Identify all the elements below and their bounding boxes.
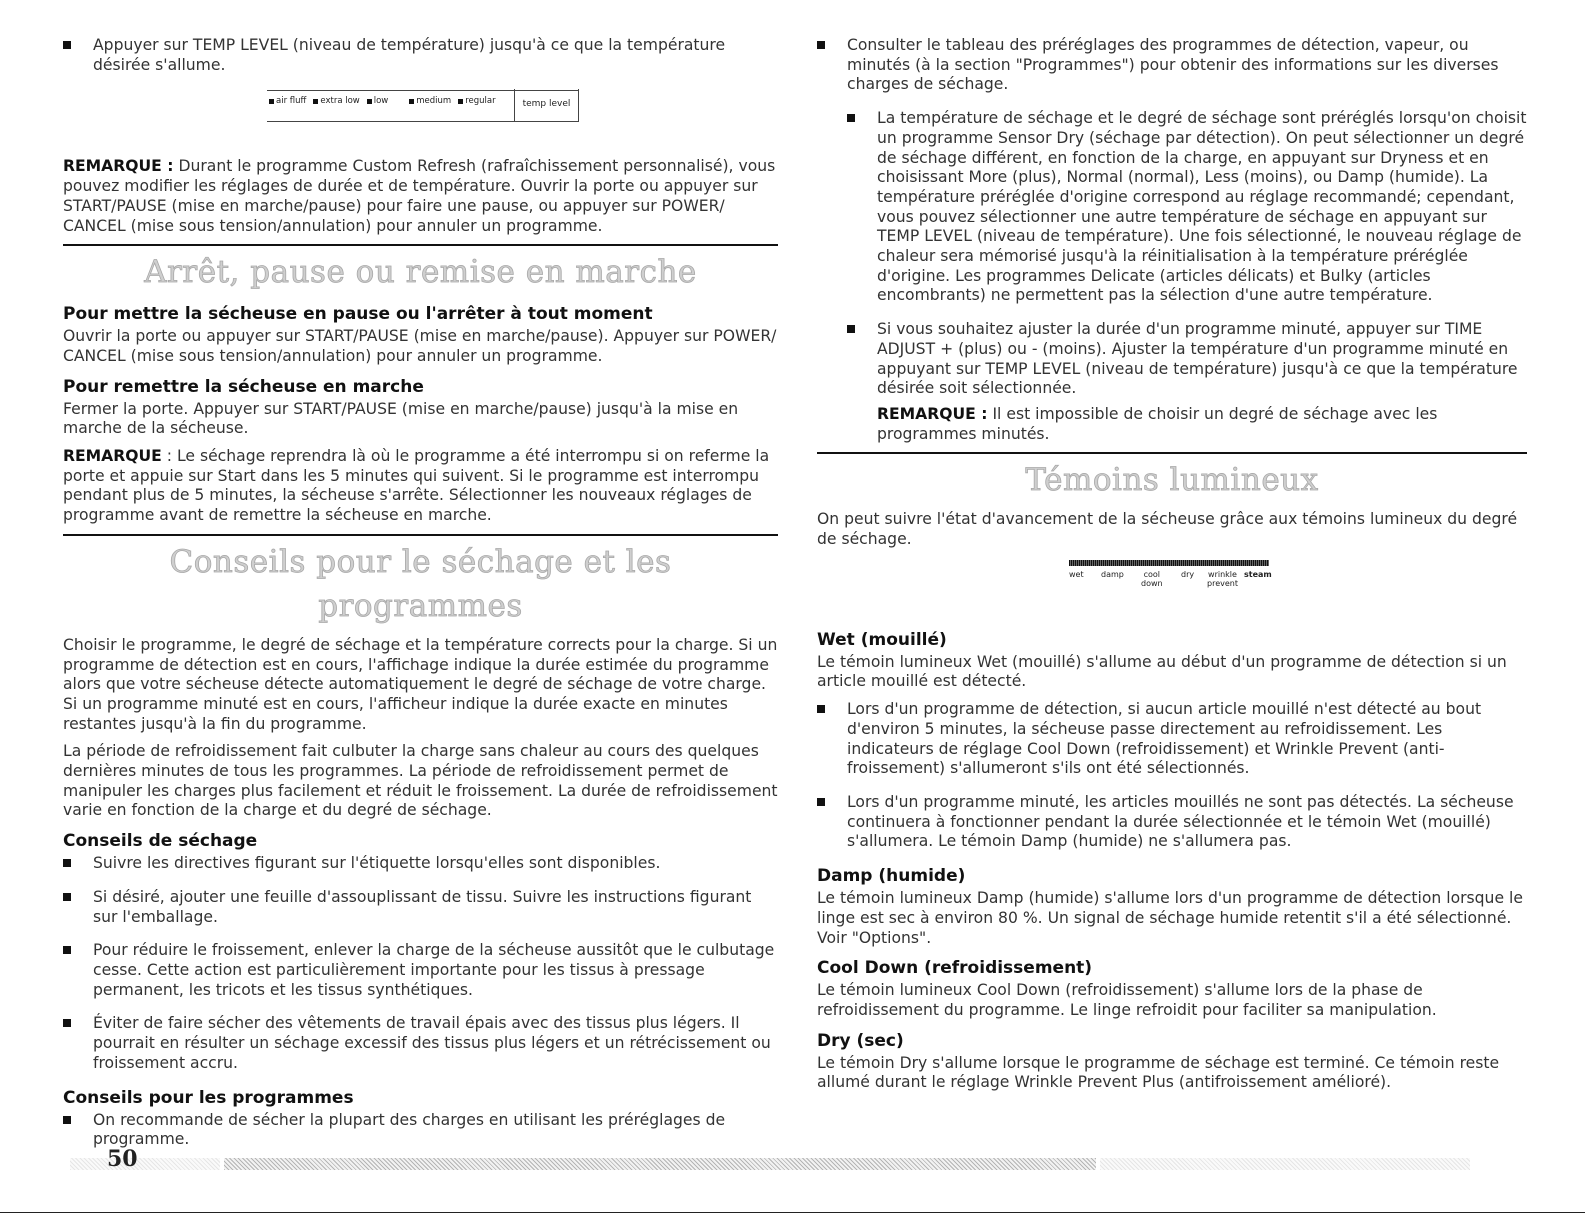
temp-option: regular: [458, 95, 495, 107]
temp-option: low: [367, 95, 389, 107]
list-item: Si désiré, ajouter une feuille d'assouplissant de tissu. Suivre les instructions figurant sur l'emballage.: [63, 888, 778, 927]
list-item: Lors d'un programme de détection, si aucun article mouillé n'est détecté au bout d'environ 5 minutes, la sécheuse passe directement au refroidissement. Les indicateurs de réglage Cool Down (refroidissement) et Wrinkle Prevent (anti-froissement) s'allumeront s'ils ont été sélectionnés.: [817, 700, 1527, 779]
status-label: dry: [1181, 569, 1195, 579]
bullet-square-icon: [847, 325, 855, 333]
paragraph: Le témoin lumineux Cool Down (refroidissement) s'allume lors de la phase de refroidissement du programme. Le linge refroidit pour faciliter sa manipulation.: [817, 981, 1437, 1019]
paragraph: Le témoin lumineux Damp (humide) s'allume lors d'un programme de détection lorsque le linge est sec à environ 80 %. Un signal de séchage humide retentit s'il a été sélectionné. Voir "Options".: [817, 889, 1523, 947]
list-item: Éviter de faire sécher des vêtements de travail épais avec des tissus plus légers. Il pourrait en résulter un séchage excessif des tissus plus légers et un rétrécissement ou froissement accru.: [63, 1014, 778, 1073]
subheading: Cool Down (refroidissement): [817, 958, 1093, 979]
indicator-dot-icon: [313, 99, 318, 104]
temp-level-options: [269, 95, 496, 107]
status-light-labels: [1069, 570, 1289, 600]
temp-option: extra low: [313, 95, 359, 107]
note-paragraph: REMARQUE : Durant le programme Custom Refresh (rafraîchissement personnalisé), vous pouvez modifier les réglages de durée et de température. Ouvrir la porte ou appuyer sur START/PAUSE (mise en marche/pause) pour faire une pause, ou appuyer sur POWER/ CANCEL (mise sous tension/annulation) pour annuler un programme.: [63, 157, 776, 235]
list-item: Si vous souhaitez ajuster la durée d'un programme minuté, appuyer sur TIME ADJUST + (plus) ou - (moins). Ajuster la température d'un programme minuté en appuyant sur TEMP LEVEL (niveau de température) jusqu'à ce que la température désirée soit sélectionnée.: [847, 320, 1527, 399]
status-label: steam: [1244, 569, 1272, 579]
paragraph: On peut suivre l'état d'avancement de la sécheuse grâce aux témoins lumineux du degré de séchage.: [817, 510, 1518, 549]
subheading: Conseils pour les programmes: [63, 1087, 354, 1108]
status-label: wrinkle prevent: [1207, 569, 1238, 588]
right-column: [817, 36, 1527, 1101]
section-title: Témoins lumineux: [1025, 462, 1319, 499]
note-paragraph: REMARQUE : Il est impossible de choisir un degré de séchage avec les programmes minutés.: [877, 404, 1438, 443]
list-item: Suivre les directives figurant sur l'étiquette lorsqu'elles sont disponibles.: [63, 854, 778, 874]
temp-level-panel: [63, 89, 778, 145]
list-item: Consulter le tableau des préréglages des programmes de détection, vapeur, ou minutés (à la section "Programmes") pour obtenir des informations sur les diverses charges de séchage.: [817, 36, 1527, 95]
indicator-dot-icon: [269, 99, 274, 104]
section-title: Arrêt, pause ou remise en marche: [144, 254, 697, 291]
bullet-square-icon: [847, 114, 855, 122]
section-divider: [63, 244, 778, 246]
status-label: wet: [1069, 569, 1084, 579]
list-item: La température de séchage et le degré de séchage sont préréglés lorsqu'on choisit un programme Sensor Dry (séchage par détection). On peut sélectionner un degré de séchage différent, en fonction de la charge, en appuyant sur Dryness et en choisissant More (plus), Normal (normal), Less (moins), ou Damp (humide). La température préréglée d'origine correspond au réglage recommandé; cependant, vous pouvez sélectionner une autre température de séchage en appuyant sur TEMP LEVEL (niveau de température). Une fois sélectionné, le nouveau réglage de chaleur sera mémorisé jusqu'à la réinitialisation à la température préréglée d'origine. Les programmes Delicate (articles délicats) et Bulky (articles encombrants) ne permettent pas la sélection d'une autre température.: [847, 109, 1527, 306]
subheading: Pour remettre la sécheuse en marche: [63, 376, 424, 397]
temp-level-button: temp level: [514, 89, 579, 122]
list-item: Pour réduire le froissement, enlever la charge de la sécheuse aussitôt que le culbutage cesse. Cette action est particulièrement importante pour les tissus à pressage permanent, les tricots et les tissus synthétiques.: [63, 941, 778, 1000]
note-paragraph: REMARQUE : Le séchage reprendra là où le programme a été interrompu si on referme la porte et appuie sur Start dans les 5 minutes qui suivent. Si le programme est interrompu pendant plus de 5 minutes, la sécheuse s'arrête. Sélectionner les nouveaux réglages de programme avant de remettre la sécheuse en marche.: [63, 447, 770, 525]
subheading: Damp (humide): [817, 866, 966, 887]
list-item: [63, 36, 778, 75]
left-column: [63, 36, 778, 1164]
subheading: Wet (mouillé): [817, 629, 947, 650]
subheading: Pour mettre la sécheuse en pause ou l'arrêter à tout moment: [63, 304, 653, 325]
status-lights-panel: [817, 558, 1527, 620]
footer-decoration: [224, 1158, 1096, 1170]
footer-decoration: [1100, 1158, 1470, 1170]
indicator-dot-icon: [367, 99, 372, 104]
bullet-square-icon: [817, 705, 825, 713]
temp-option: medium: [409, 95, 451, 107]
list-item: On recommande de sécher la plupart des charges en utilisant les préréglages de programme.: [63, 1111, 778, 1150]
footer-decoration: [70, 1158, 220, 1170]
bullet-square-icon: [63, 41, 71, 49]
section-divider: [63, 534, 778, 536]
bullet-square-icon: [63, 859, 71, 867]
bullet-square-icon: [63, 946, 71, 954]
status-light-bar: [1069, 560, 1269, 566]
bullet-square-icon: [63, 1019, 71, 1027]
bullet-square-icon: [63, 893, 71, 901]
status-label: cool down: [1141, 569, 1163, 588]
status-label: damp: [1101, 569, 1124, 579]
temp-option: air fluff: [269, 95, 306, 107]
section-divider: [817, 452, 1527, 454]
paragraph: Choisir le programme, le degré de séchage et la température corrects pour la charge. Si un programme de détection est en cours, l'affichage indique la durée estimée du programme alors que votre sécheuse détecte automatiquement le degré de séchage de votre charge. Si un programme minuté est en cours, l'afficheur indique la durée exacte en minutes restantes jusqu'à la fin du programme.: [63, 635, 778, 733]
bullet-square-icon: [63, 1116, 71, 1124]
subheading: Conseils de séchage: [63, 831, 258, 852]
list-item: Lors d'un programme minuté, les articles mouillés ne sont pas détectés. La sécheuse continuera à fonctionner pendant la durée sélectionnée et le témoin Wet (mouillé) s'allumera. Le témoin Damp (humide) ne s'allumera pas.: [817, 793, 1527, 852]
indicator-dot-icon: [458, 99, 463, 104]
indicator-dot-icon: [409, 99, 414, 104]
intro-bullet-text: Appuyer sur TEMP LEVEL (niveau de température) jusqu'à ce que la température désirée s'allume.: [93, 36, 726, 74]
subheading: Dry (sec): [817, 1030, 904, 1051]
bullet-square-icon: [817, 798, 825, 806]
bullet-square-icon: [817, 41, 825, 49]
paragraph: La période de refroidissement fait culbuter la charge sans chaleur au cours des quelques dernières minutes de tous les programmes. La période de refroidissement permet de manipuler les charges plus facilement et réduit le froissement. La durée de refroidissement varie en fonction de la charge et du degré de séchage.: [63, 742, 778, 820]
section-title: Conseils pour le séchage et les programmes: [169, 543, 672, 624]
paragraph: Le témoin lumineux Wet (mouillé) s'allume au début d'un programme de détection si un article mouillé est détecté.: [817, 652, 1507, 691]
page-number: 50: [107, 1146, 138, 1172]
paragraph: Le témoin Dry s'allume lorsque le programme de séchage est terminé. Ce témoin reste allumé durant le réglage Wrinkle Prevent Plus (antifroissement amélioré).: [817, 1053, 1500, 1092]
bottom-rule: [0, 1212, 1585, 1213]
paragraph: Ouvrir la porte ou appuyer sur START/PAUSE (mise en marche/pause). Appuyer sur POWER/ CANCEL (mise sous tension/annulation) pour annuler un programme.: [63, 327, 777, 365]
paragraph: Fermer la porte. Appuyer sur START/PAUSE (mise en marche/pause) jusqu'à la mise en marche de la sécheuse.: [63, 399, 739, 438]
